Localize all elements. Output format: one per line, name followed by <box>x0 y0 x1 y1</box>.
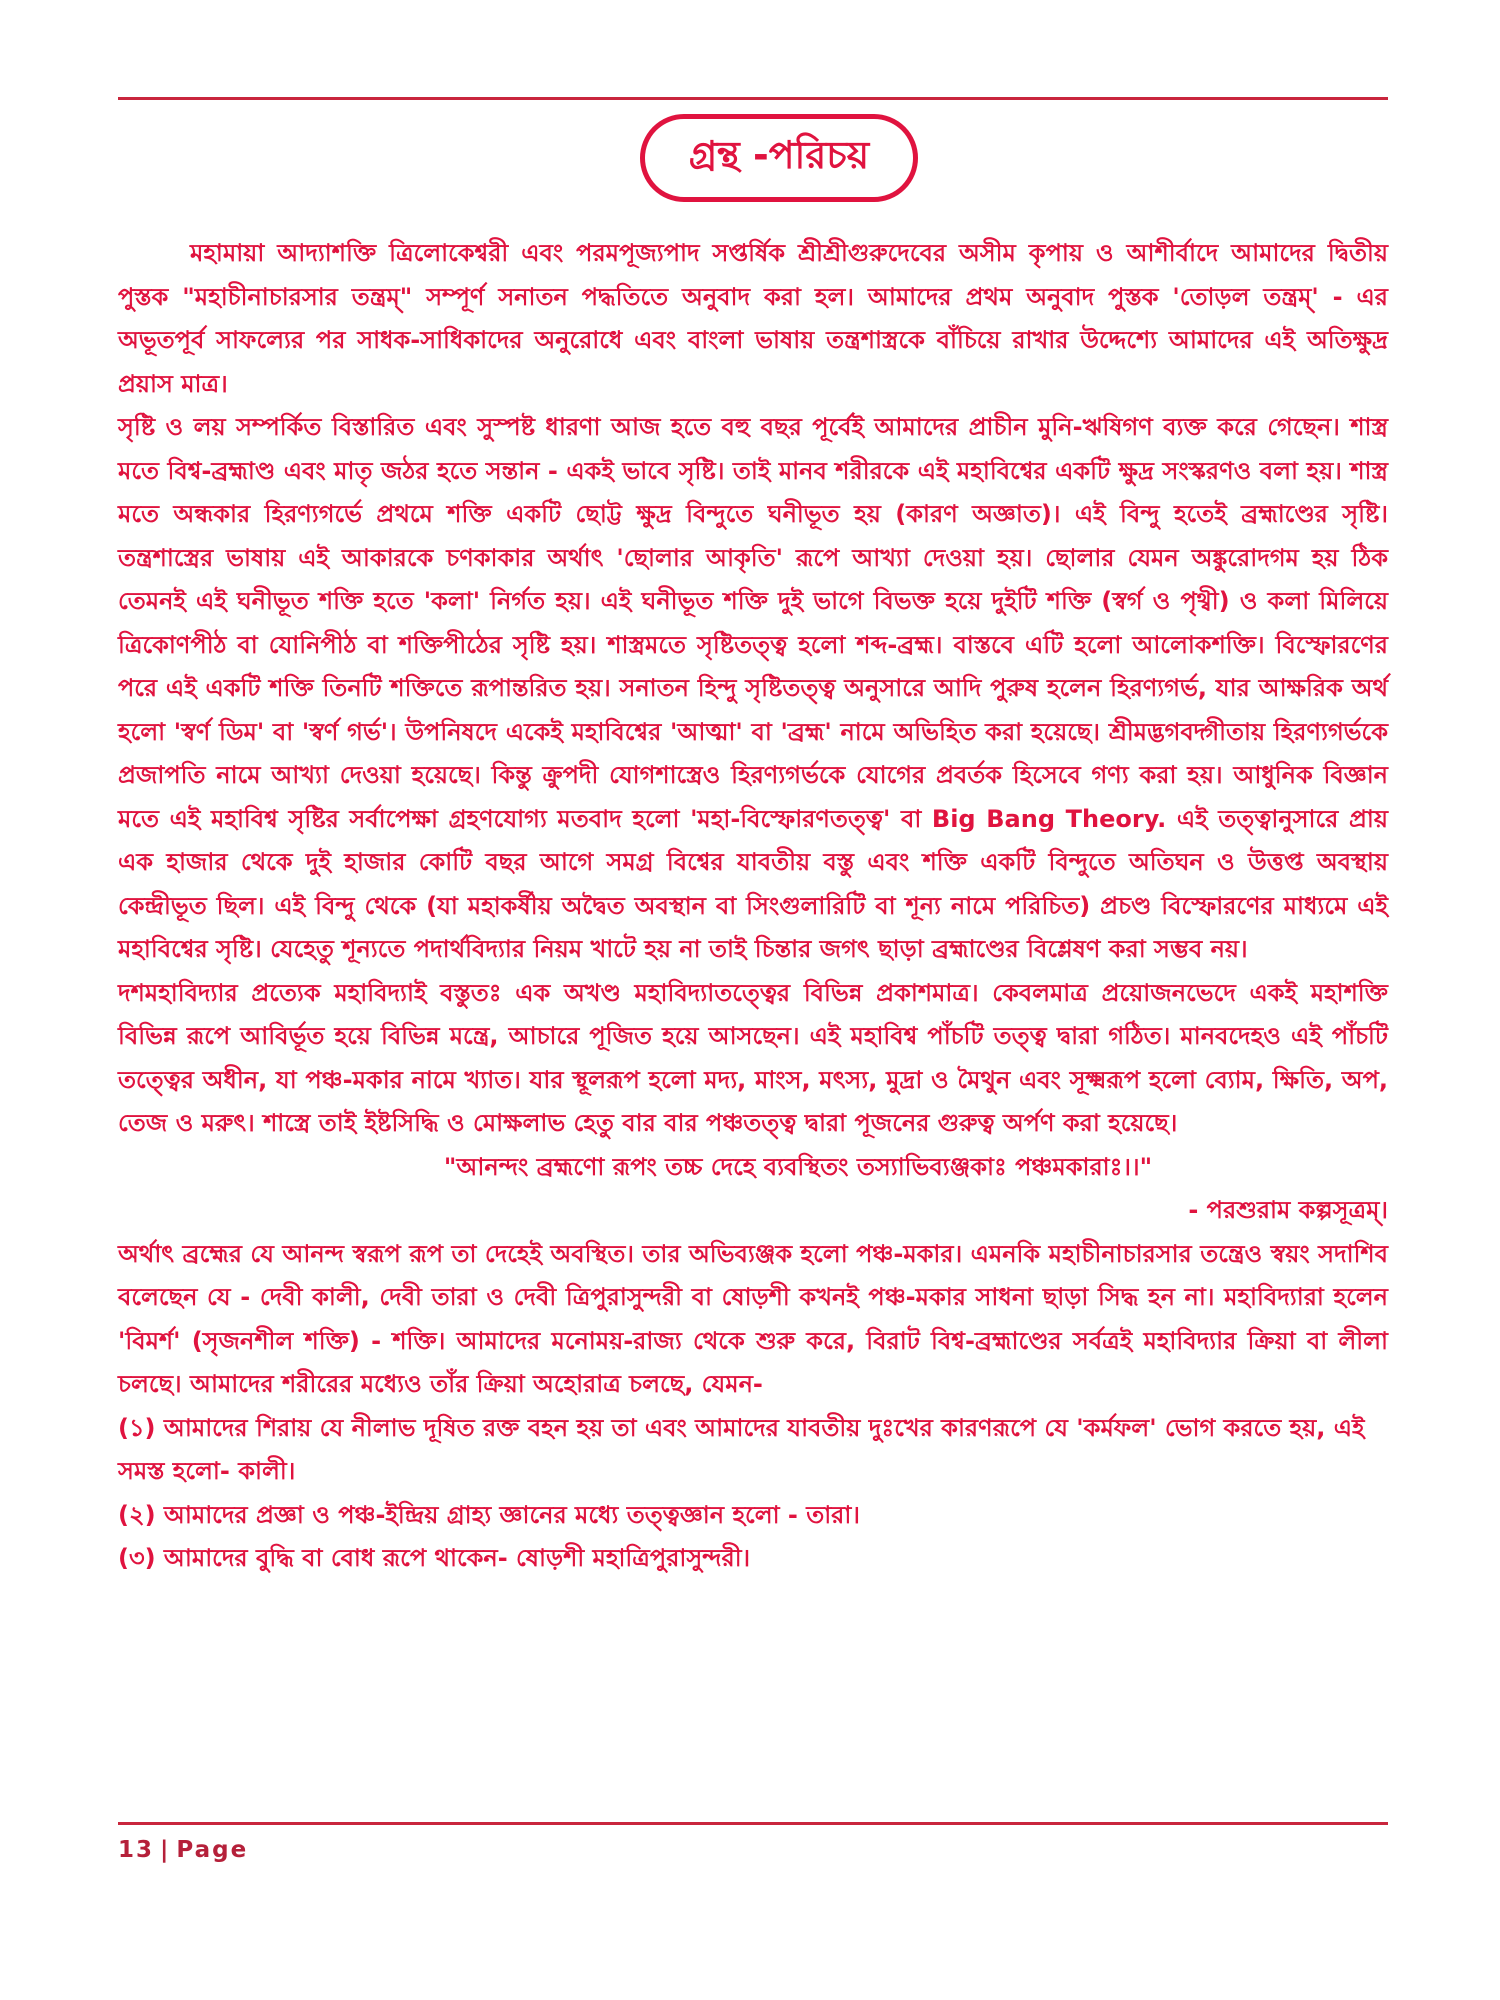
list-item: (৩) আমাদের বুদ্ধি বা বোধ রূপে থাকেন- ষোড়শী মহাত্রিপুরাসুন্দরী। <box>118 1544 751 1572</box>
paragraph-mahavidya: দশমহাবিদ্যার প্রত্যেক মহাবিদ্যাই বস্তুতঃ এক অখণ্ড মহাবিদ্যাতত্ত্বের বিভিন্ন প্রকাশমাত্র। কেবলমাত্র প্রয়োজনভেদে একই মহাশক্তি বিভিন্ন রূপে আবির্ভূত হয়ে বিভিন্ন মন্ত্রে, আচারে পূজিত হয়ে আসছেন। এই মহাবিশ্ব পাঁচটি তত্ত্ব দ্বারা গঠিত। মানবদেহও এই পাঁচটি তত্ত্বের অধীন, যা পঞ্চ-মকার নামে খ্যাত। যার স্থূলরূপ হলো মদ্য, মাংস, মৎস্য, মুদ্রা ও মৈথুন এবং সূক্ষ্মরূপ হলো ব্যোম, ক্ষিতি, অপ, তেজ ও মরুৎ। শাস্ত্রে তাই ইষ্টসিদ্ধি ও মোক্ষলাভ হেতু বার বার পঞ্চতত্ত্ব দ্বারা পূজনের গুরুত্ব অর্পণ করা হয়েছে। <box>118 978 1388 1137</box>
list-item: (১) আমাদের শিরায় যে নীলাভ দূষিত রক্ত বহন হয় তা এবং আমাদের যাবতীয় দুঃখের কারণরূপে যে 'কর্মফল' ভোগ করতে হয়, এই সমস্ত হলো- কালী। <box>118 1413 1365 1485</box>
page-footer <box>118 1837 248 1863</box>
footer-rule <box>118 1822 1388 1825</box>
title-box <box>640 114 918 202</box>
paragraph-creation: সৃষ্টি ও লয় সম্পর্কিত বিস্তারিত এবং সুস্পষ্ট ধারণা আজ হতে বহু বছর পূর্বেই আমাদের প্রাচীন মুনি-ঋষিগণ ব্যক্ত করে গেছেন। শাস্ত্র মতে বিশ্ব-ব্রহ্মাণ্ড এবং মাতৃ জঠর হতে সন্তান - একই ভাবে সৃষ্টি। তাই মানব শরীরকে এই মহাবিশ্বের একটি ক্ষুদ্র সংস্করণও বলা হয়। শাস্ত্র মতে অন্ধকার হিরণ্যগর্ভে প্রথমে শক্তি একটি ছোট্ট ক্ষুদ্র বিন্দুতে ঘনীভূত হয় (কারণ অজ্ঞাত)। এই বিন্দু হতেই ব্রহ্মাণ্ডের সৃষ্টি। তন্ত্রশাস্ত্রের ভাষায় এই আকারকে চণকাকার অর্থাৎ 'ছোলার আকৃতি' রূপে আখ্যা দেওয়া হয়। ছোলার যেমন অঙ্কুরোদগম হয় ঠিক তেমনই এই ঘনীভূত শক্তি হতে 'কলা' নির্গত হয়। এই ঘনীভূত শক্তি দুই ভাগে বিভক্ত হয়ে দুইটি শক্তি (স্বর্গ ও পৃথ্বী) ও কলা মিলিয়ে ত্রিকোণপীঠ বা যোনিপীঠ বা শক্তিপীঠের সৃষ্টি হয়। শাস্ত্রমতে সৃষ্টিতত্ত্ব হলো শব্দ-ব্রহ্ম। বাস্তবে এটি হলো আলোকশক্তি। বিস্ফোরণের পরে এই একটি শক্তি তিনটি শক্তিতে রূপান্তরিত হয়। সনাতন হিন্দু সৃষ্টিতত্ত্ব অনুসারে আদি পুরুষ হলেন হিরণ্যগর্ভ, যার আক্ষরিক অর্থ হলো 'স্বর্ণ ডিম' বা 'স্বর্ণ গর্ভ'। উপনিষদে একেই মহাবিশ্বের 'আত্মা' বা 'ব্রহ্ম' নামে অভিহিত করা হয়েছে। শ্রীমদ্ভগবদ্গীতায় হিরণ্যগর্ভকে প্রজাপতি নামে আখ্যা দেওয়া হয়েছে। কিন্তু ক্রুপদী যোগশাস্ত্রেও হিরণ্যগর্ভকে যোগের প্রবর্তক হিসেবে গণ্য করা হয়। আধুনিক বিজ্ঞান মতে এই মহাবিশ্ব সৃষ্টির সর্বাপেক্ষা গ্রহণযোগ্য মতবাদ হলো 'মহা-বিস্ফোরণতত্ত্ব' বা Big Bang Theory. এই তত্ত্বানুসারে প্রায় এক হাজার থেকে দুই হাজার কোটি বছর আগে সমগ্র বিশ্বের যাবতীয় বস্তু এবং শক্তি একটি বিন্দুতে অতিঘন ও উত্তপ্ত অবস্থায় কেন্দ্রীভূত ছিল। এই বিন্দু থেকে (যা মহাকর্ষীয় অদ্বৈত অবস্থান বা সিংগুলারিটি বা শূন্য নামে পরিচিত) প্রচণ্ড বিস্ফোরণের মাধ্যমে এই মহাবিশ্বের সৃষ্টি। যেহেতু শূন্যতে পদার্থবিদ্যার নিয়ম খাটে হয় না তাই চিন্তার জগৎ ছাড়া ব্রহ্মাণ্ডের বিশ্লেষণ করা সম্ভব নয়। <box>118 413 1388 963</box>
page-label: Page <box>176 1837 249 1863</box>
header-rule <box>118 97 1388 100</box>
list-item: (২) আমাদের প্রজ্ঞা ও পঞ্চ-ইন্দ্রিয় গ্রাহ্য জ্ঞানের মধ্যে তত্ত্বজ্ঞান হলো - তারা। <box>118 1500 860 1529</box>
page-number: 13 <box>118 1837 155 1863</box>
paragraph-closing: অর্থাৎ ব্রহ্মের যে আনন্দ স্বরূপ রূপ তা দেহেই অবস্থিত। তার অভিব্যঞ্জক হলো পঞ্চ-মকার। এমনকি মহাচীনাচারসার তন্ত্রেও স্বয়ং সদাশিব বলেছেন যে - দেবী কালী, দেবী তারা ও দেবী ত্রিপুরাসুন্দরী বা ষোড়শী কখনই পঞ্চ-মকার সাধনা ছাড়া সিদ্ধ হন না। মহাবিদ্যারা হলেন 'বিমর্শ' (সৃজনশীল শক্তি) - শক্তি। আমাদের মনোময়-রাজ্য থেকে শুরু করে, বিরাট বিশ্ব-ব্রহ্মাণ্ডের সর্বত্রই মহাবিদ্যার ক্রিয়া বা লীলা চলছে। আমাদের শরীরের মধ্যেও তাঁর ক্রিয়া অহোরাত্র চলছে, যেমন- <box>118 1239 1388 1398</box>
page-content <box>118 232 1388 1581</box>
sanskrit-verse: "আনন্দং ব্রহ্মণো রূপং তচ্চ দেহে ব্যবস্থিতং তস্যাভিব্যঞ্জকাঃ পঞ্চমকারাঃ।।" <box>443 1152 1153 1181</box>
verse-source: - পরশুরাম কল্পসূত্রম্। <box>1188 1196 1388 1224</box>
page-title: গ্রন্থ -পরিচয় <box>688 133 870 177</box>
footer-separator: | <box>160 1837 171 1863</box>
paragraph-intro: মহামায়া আদ্যাশক্তি ত্রিলোকেশ্বরী এবং পরমপূজ্যপাদ সপ্তর্ষিক শ্রীশ্রীগুরুদেবের অসীম কৃপায় ও আশীর্বাদে আমাদের দ্বিতীয় পুস্তক "মহাচীনাচারসার তন্ত্রম্" সম্পূর্ণ সনাতন পদ্ধতিতে অনুবাদ করা হল। আমাদের প্রথম অনুবাদ পুস্তক 'তোড়ল তন্ত্রম্' - এর অভূতপূর্ব সাফল্যের পর সাধক-সাধিকাদের অনুরোধে এবং বাংলা ভাষায় তন্ত্রশাস্ত্রকে বাঁচিয়ে রাখার উদ্দেশ্যে আমাদের এই অতিক্ষুদ্র প্রয়াস মাত্র। <box>118 239 1388 398</box>
